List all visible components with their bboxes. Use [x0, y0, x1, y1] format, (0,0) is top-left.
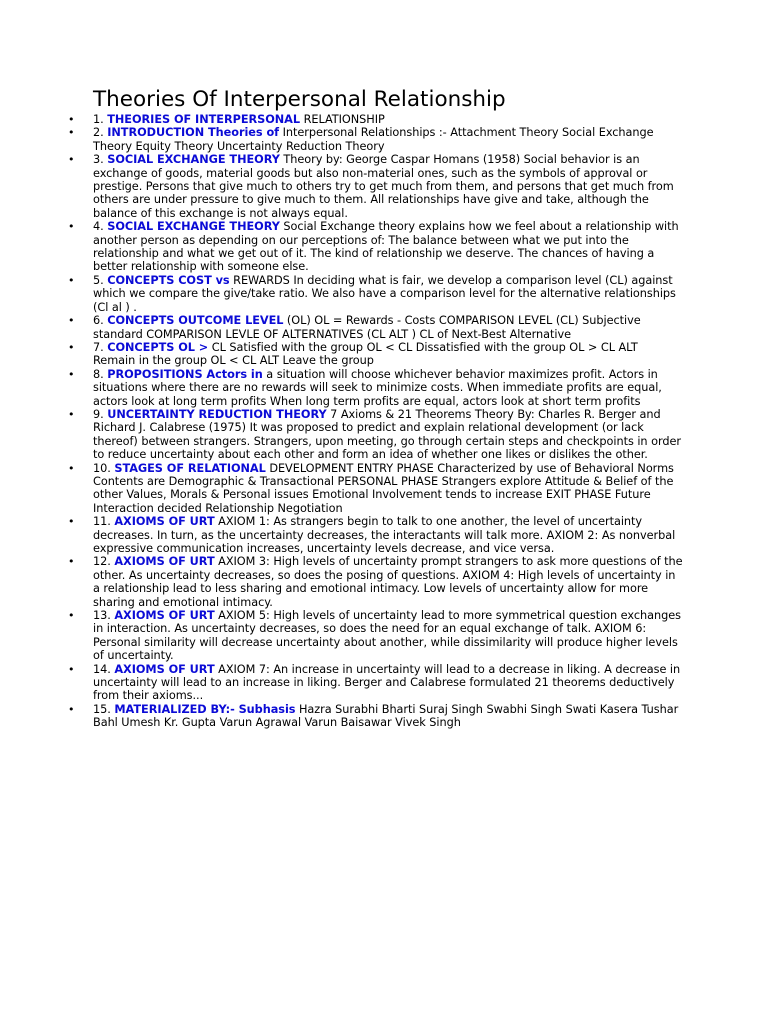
item-number: 15. [93, 702, 115, 716]
item-highlight: CONCEPTS COST vs [107, 273, 230, 287]
list-item [0, 703, 683, 730]
bullet-icon: • [68, 609, 75, 623]
item-number: 13. [93, 609, 115, 623]
bullet-icon: • [68, 702, 75, 716]
bullet-icon: • [68, 340, 75, 354]
list-item [0, 609, 683, 663]
bullet-icon: • [68, 407, 75, 421]
item-highlight: AXIOMS OF URT [114, 555, 215, 569]
item-number: 2. [93, 126, 108, 140]
item-text: REWARDS In deciding what is fair, we develop a comparison level (CL) against which we compare the give/take ratio. We also have a comparison level for the alternative relationships (Cl al ) . [93, 273, 676, 314]
item-number: 5. [93, 273, 108, 287]
list-item [0, 274, 683, 314]
item-highlight: AXIOMS OF URT [114, 515, 215, 529]
item-highlight: INTRODUCTION Theories of [107, 126, 280, 140]
bullet-icon: • [68, 555, 75, 569]
bullet-icon: • [68, 113, 75, 126]
item-text: Interpersonal Relationships :- Attachment Theory Social Exchange Theory Equity Theory Uncertainty Reduction Theory [93, 126, 654, 153]
bullet-icon: • [68, 367, 75, 381]
item-text: 7 Axioms & 21 Theorems Theory By: Charles R. Berger and Richard J. Calabrese (1975) It was proposed to predict and explain relational development (or lack thereof) between strangers. Strangers, upon meeting, go through certain steps and checkpoints in order to reduce uncertainty about each other and form an idea of whether one likes or dislikes the other. [93, 407, 681, 462]
list-item [0, 555, 683, 609]
item-number: 12. [93, 555, 115, 569]
item-highlight: AXIOMS OF URT [114, 662, 215, 676]
item-number: 6. [93, 314, 108, 328]
list-item [0, 126, 683, 153]
item-text: CL Satisfied with the group OL < CL Dissatisfied with the group OL > CL ALT Remain in the group OL < CL ALT Leave the group [93, 340, 638, 368]
item-highlight: AXIOMS OF URT [114, 609, 215, 623]
bullet-icon: • [68, 314, 75, 328]
list-item [0, 220, 683, 274]
item-highlight: MATERIALIZED BY:- Subhasis [114, 702, 296, 716]
list-item [0, 462, 683, 516]
item-number: 14. [93, 662, 115, 676]
bullet-icon: • [68, 461, 75, 475]
item-text: (OL) OL = Rewards - Costs COMPARISON LEVEL (CL) Subjective standard COMPARISON LEVLE OF ALTERNATIVES (CL ALT ) CL of Next-Best Alternative [93, 314, 641, 341]
item-number: 10. [93, 461, 115, 475]
item-highlight: PROPOSITIONS Actors in [107, 367, 263, 381]
item-text: AXIOM 3: High levels of uncertainty prompt strangers to ask more questions of the other. As uncertainty decreases, so does the posing of questions. AXIOM 4: High levels of uncertainty in a relationship lead to less sharing and emotional intimacy. Low levels of uncertainty allow for more sharing and emotional intimacy. [93, 555, 683, 609]
document-title: Theories Of Interpersonal Relationship [93, 87, 506, 112]
list-item [0, 515, 683, 555]
list-item [0, 113, 683, 126]
bullet-icon: • [68, 662, 75, 676]
bullet-icon: • [68, 153, 75, 167]
item-highlight: SOCIAL EXCHANGE THEORY [107, 153, 280, 167]
item-number: 7. [93, 340, 108, 354]
item-number: 9. [93, 407, 108, 421]
list-item [0, 368, 683, 408]
item-text: Hazra Surabhi Bharti Suraj Singh Swabhi Singh Swati Kasera Tushar Bahl Umesh Kr. Gupta Varun Agrawal Varun Baisawar Vivek Singh [93, 702, 679, 730]
bullet-icon: • [68, 515, 75, 529]
list-item [0, 408, 683, 462]
item-number: 11. [93, 515, 115, 529]
item-number: 1. [93, 113, 108, 126]
list-item [0, 314, 683, 341]
item-text: Social Exchange theory explains how we feel about a relationship with another person as depending on our perceptions of: The balance between what we put into the relationship and what we get out of it. The kind of relationship we deserve. The chances of having a better relationship with someone else. [93, 220, 679, 274]
bullet-icon: • [68, 273, 75, 287]
item-list [0, 113, 768, 730]
item-number: 8. [93, 367, 108, 381]
item-highlight: CONCEPTS OUTCOME LEVEL [107, 314, 284, 328]
bullet-icon: • [68, 126, 75, 140]
item-highlight: CONCEPTS OL > [107, 340, 209, 354]
list-item [0, 153, 683, 220]
item-highlight: SOCIAL EXCHANGE THEORY [107, 220, 280, 234]
item-highlight: UNCERTAINTY REDUCTION THEORY [107, 407, 327, 421]
bullet-icon: • [68, 220, 75, 234]
item-text: RELATIONSHIP [300, 113, 385, 126]
item-text: Theory by: George Caspar Homans (1958) Social behavior is an exchange of goods, material goods but also non-material ones, such as the symbols of approval or prestige. Persons that give much to others try to get much from them, and persons that get much from others are under pressure to give much to them. All relationships have give and take, although the balance of this exchange is not always equal. [93, 153, 674, 220]
item-text: AXIOM 7: An increase in uncertainty will lead to a decrease in liking. A decrease in uncertainty will lead to an increase in liking. Berger and Calabrese formulated 21 theorems deductively from their axioms... [93, 662, 681, 703]
item-highlight: STAGES OF RELATIONAL [114, 461, 266, 475]
item-highlight: THEORIES OF INTERPERSONAL [107, 113, 301, 126]
list-item [0, 663, 683, 703]
item-text: AXIOM 5: High levels of uncertainty lead to more symmetrical question exchanges in interaction. As uncertainty decreases, so does the need for an equal exchange of talk. AXIOM 6: Personal similarity will decrease uncertainty about another, while dissimilarity will produce higher levels of uncertainty. [93, 609, 681, 663]
item-number: 3. [93, 153, 108, 167]
item-text: a situation will choose whichever behavior maximizes profit. Actors in situations where there are no rewards will seek to minimize costs. When immediate profits are equal, actors look at long term profits When long term profits are equal, actors look at short term profits [93, 367, 662, 408]
list-item [0, 341, 683, 368]
item-text: DEVELOPMENT ENTRY PHASE Characterized by use of Behavioral Norms Contents are Demographic & Transactional PERSONAL PHASE Strangers explore Attitude & Belief of the other Values, Morals & Personal issues Emotional Involvement tends to increase EXIT PHASE Future Interaction decided Relationship Negotiation [93, 461, 674, 515]
item-text: AXIOM 1: As strangers begin to talk to one another, the level of uncertainty decreases. In turn, as the uncertainty decreases, the interactants will talk more. AXIOM 2: As nonverbal expressive communication increases, uncertainty levels decrease, and vice versa. [93, 515, 676, 555]
item-number: 4. [93, 220, 108, 234]
